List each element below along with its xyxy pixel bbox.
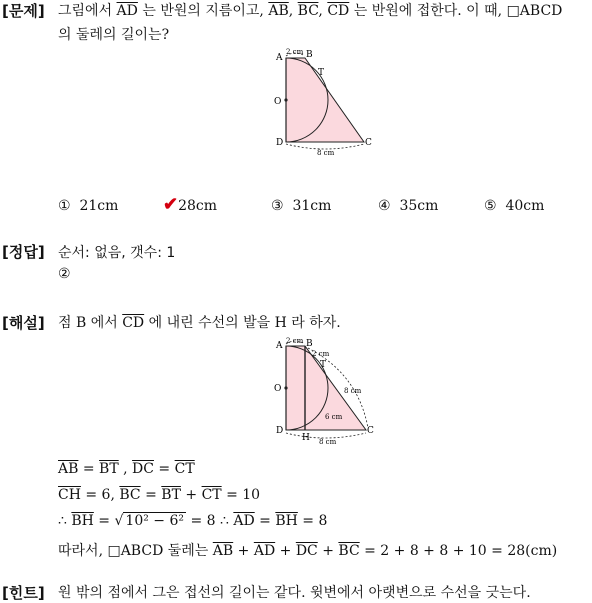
choice-2[interactable]: ✔28cm: [163, 194, 218, 215]
fig2-dim-ab: 2 cm: [286, 337, 304, 345]
fig2-dim-tc: 8 cm: [344, 387, 362, 395]
answer-line-1: 순서: 없음, 갯수: 1: [58, 245, 176, 261]
choice-5[interactable]: ⑤ 40cm: [484, 198, 545, 214]
answer-line-2: ②: [58, 266, 71, 282]
fig1-dim-dc: 8 cm: [317, 149, 335, 156]
explanation-intro: 점 B 에서 $\overline{CD}$ 에 내린 수선의 발을 H 라 하자.: [58, 315, 341, 331]
fig1-label-b: B: [306, 50, 313, 60]
fig2-dim-bt: 2 cm: [312, 350, 330, 358]
figure-2-trapezoid: [270, 334, 382, 446]
fig2-label-c: C: [367, 426, 374, 436]
hint-tag: [힌트]: [2, 584, 45, 602]
fig1-label-a: A: [276, 53, 283, 63]
fig2-label-o: O: [274, 384, 282, 394]
fig1-dim-ab: 2 cm: [286, 48, 304, 56]
fig2-dim-dc: 8 cm: [319, 438, 337, 446]
fig2-label-h: H: [302, 433, 310, 443]
equation-4: 따라서, □ABCD 둘레는 $\overline{AB} + \overline{AD} + \overline{DC} + \overline{BC} = 2 + 8 + 8 + 10 = 28(cm)$: [58, 543, 558, 559]
fig2-label-d: D: [276, 426, 284, 436]
fig1-label-c: C: [365, 138, 372, 148]
choice-4[interactable]: ④ 35cm: [378, 198, 439, 214]
fig1-label-o: O: [274, 97, 282, 107]
fig2-label-t: T: [320, 360, 327, 370]
fig1-label-t: T: [318, 68, 325, 78]
equation-3: ∴ $\overline{BH}$ = √ 10² − 6² = 8 ∴ $\overline{AD} = \overline{BH} = 8$: [58, 513, 328, 529]
fig2-dim-hc: 6 cm: [325, 413, 343, 421]
equation-1: $\overline{AB} = \overline{BT}$ , $\overline{DC} = \overline{CT}$: [58, 461, 195, 477]
problem-line-2: 의 둘레의 길이는?: [58, 27, 170, 43]
choice-3[interactable]: ③ 31cm: [271, 198, 332, 214]
answer-tag: [정답]: [2, 243, 45, 261]
fig1-label-d: D: [276, 138, 284, 148]
hint-text: 원 밖의 점에서 그은 접선의 길이는 같다. 윗변에서 아랫변으로 수선을 긋는다.: [58, 585, 531, 601]
choice-1[interactable]: ① 21cm: [58, 198, 119, 214]
fig2-label-a: A: [276, 341, 283, 351]
check-mark-icon: ✔: [163, 194, 179, 215]
figure-1-trapezoid: [270, 44, 380, 156]
problem-line-1: 그림에서 $\overline{AD}$ 는 반원의 지름이고, $\overline{AB}$, $\overline{BC}$, $\overline{CD}$ 는 반원에 접한다. 이 때, □ABCD: [58, 3, 563, 19]
explanation-tag: [해설]: [2, 314, 45, 332]
fig2-label-b: B: [306, 339, 313, 349]
problem-tag: [문제]: [2, 2, 45, 20]
equation-2: $\overline{CH} = 6$, $\overline{BC} = \overline{BT} + \overline{CT} = 10$: [58, 487, 261, 503]
